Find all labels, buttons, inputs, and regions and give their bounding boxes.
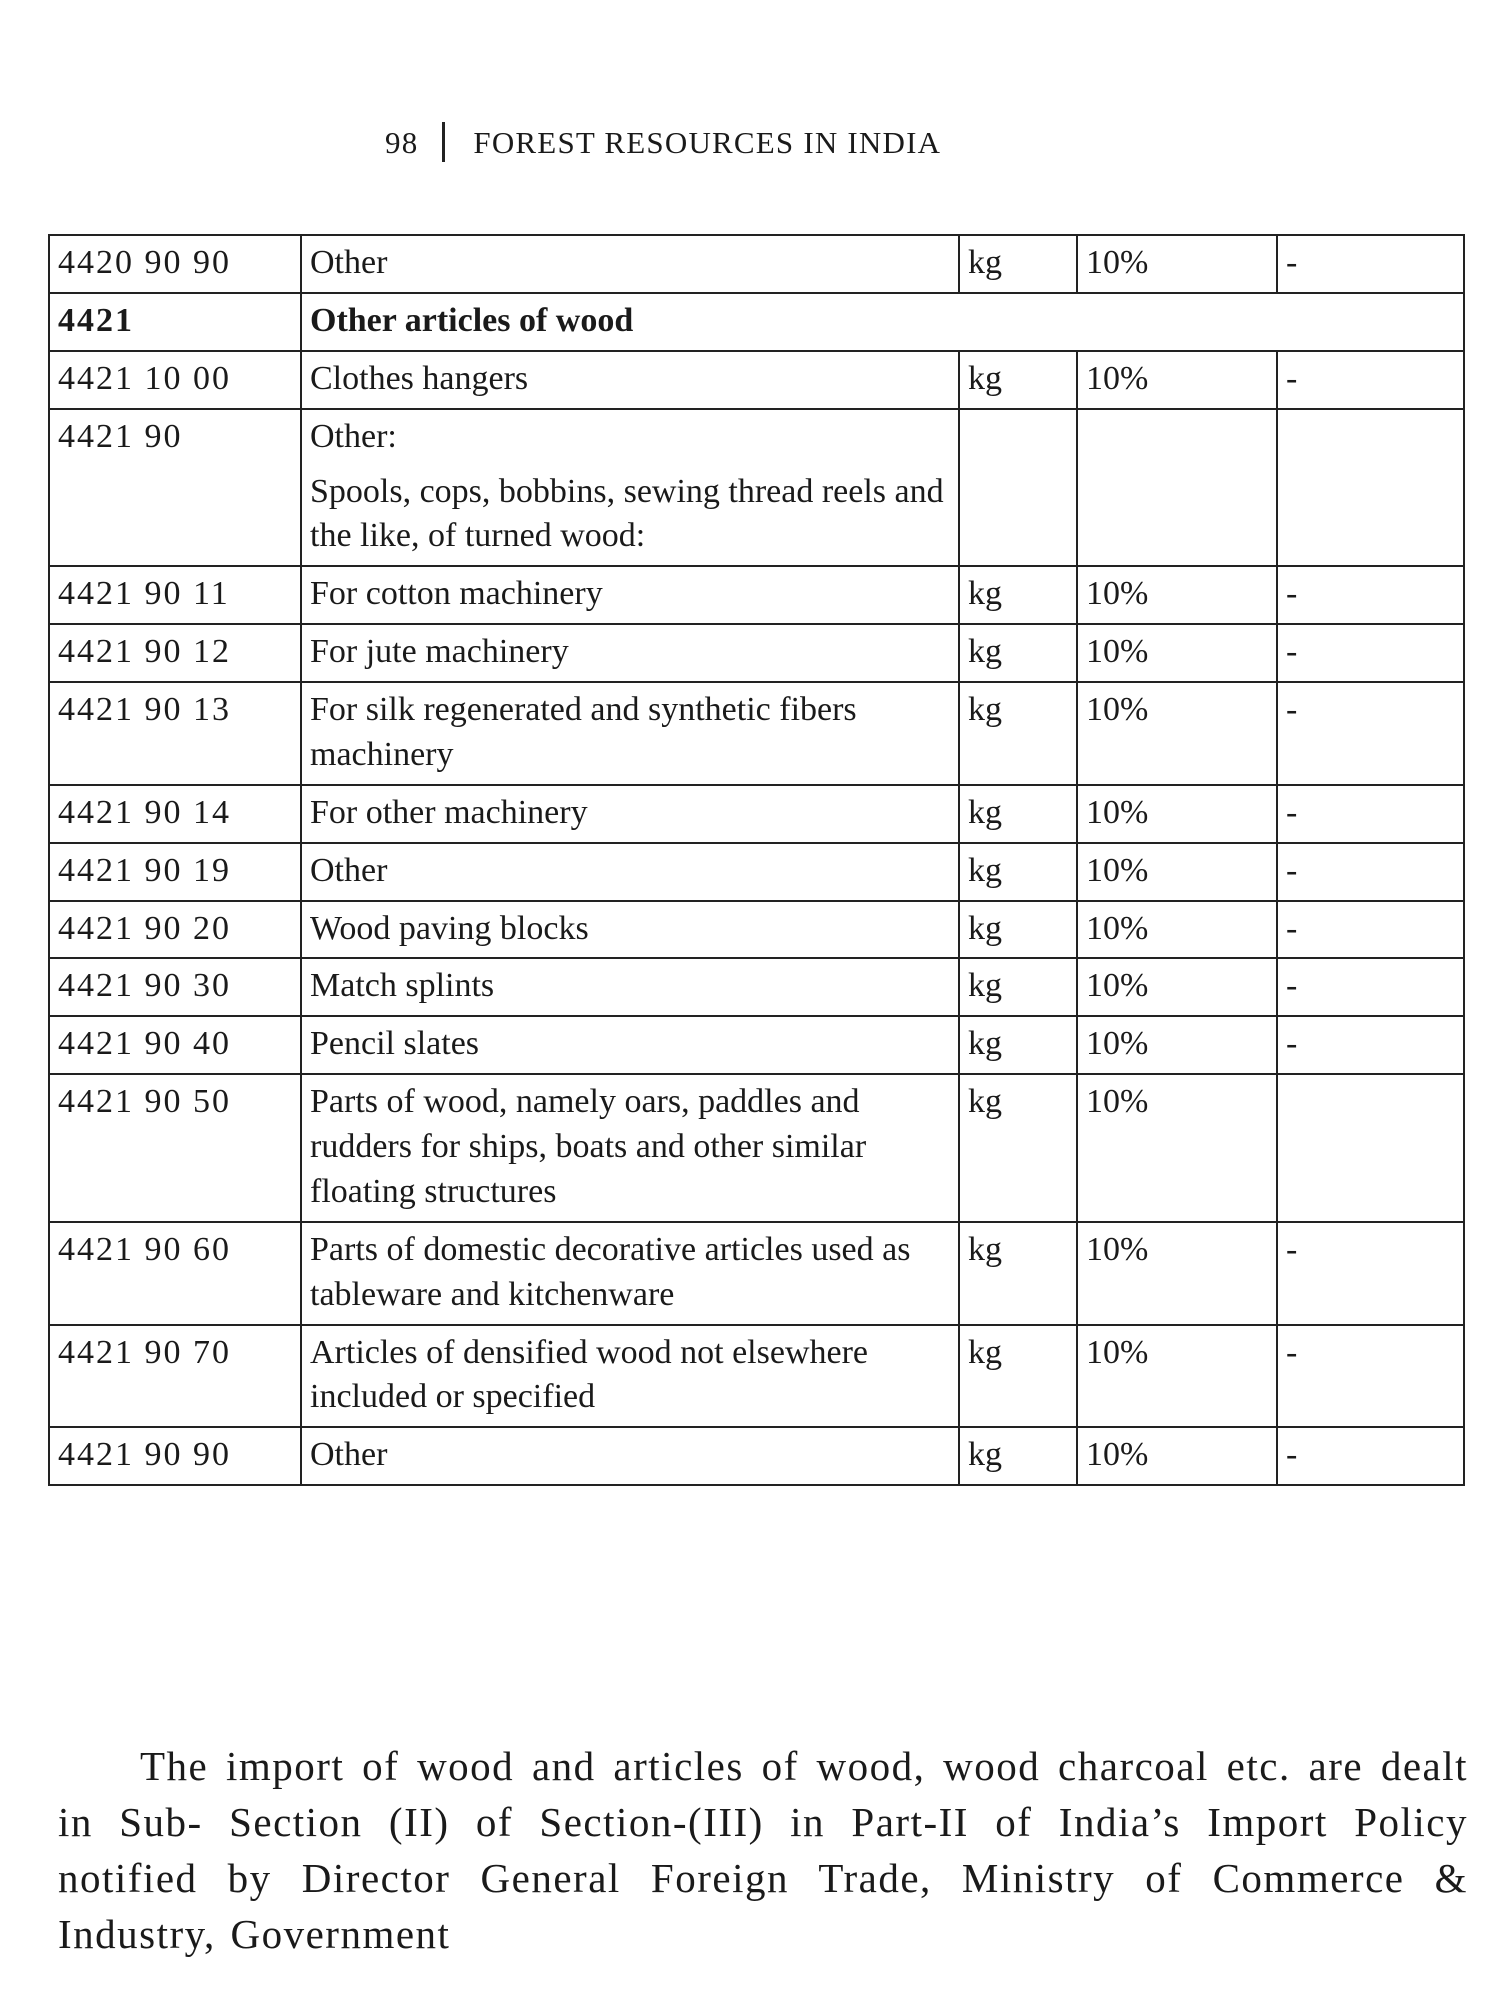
hs-code-cell: 4421 90 60 [49,1222,301,1325]
description-line: For cotton machinery [310,575,603,613]
table-row [49,566,1464,624]
unit-cell: kg [959,958,1077,1016]
description-line: Clothes hangers [310,359,529,397]
duty-rate-cell: 10% [1077,682,1277,785]
unit-cell: kg [959,1222,1077,1325]
hs-code-cell: 4421 90 11 [49,566,301,624]
unit-cell: kg [959,843,1077,901]
description-cell [301,1427,959,1485]
hs-code-cell: 4421 90 40 [49,1016,301,1074]
table-row [49,843,1464,901]
hs-code-cell: 4421 90 12 [49,624,301,682]
duty-rate-cell: 10% [1077,843,1277,901]
description-line: Parts of domestic decorative articles used as tableware and kitchenware [310,1230,911,1313]
description-line: Wood paving blocks [310,909,589,947]
duty-rate-cell: 10% [1077,1325,1277,1428]
unit-cell: kg [959,1074,1077,1222]
table-row [49,958,1464,1016]
policy-cell: - [1277,843,1464,901]
unit-cell: kg [959,566,1077,624]
hs-code-cell: 4421 90 19 [49,843,301,901]
description-line: Parts of wood, namely oars, paddles and rudders for ships, boats and other similar floating structures [310,1083,867,1210]
description-line: Other: [310,417,397,455]
book-title: FOREST RESOURCES IN INDIA [473,125,942,160]
body-paragraph [58,1738,1468,1962]
description-line: For silk regenerated and synthetic fibers machinery [310,691,857,773]
table-row [49,235,1464,293]
description-cell [301,351,959,409]
policy-cell: - [1277,566,1464,624]
description-cell [301,624,959,682]
policy-cell: - [1277,235,1464,293]
unit-cell: kg [959,351,1077,409]
hs-code-cell: 4421 90 14 [49,785,301,843]
unit-cell: kg [959,1427,1077,1485]
policy-cell: - [1277,958,1464,1016]
policy-cell: - [1277,1325,1464,1428]
hs-code-cell: 4421 90 [49,409,301,567]
table-row [49,1222,1464,1325]
description-line: Match splints [310,967,495,1005]
hs-code-cell: 4421 90 30 [49,958,301,1016]
table-row [49,1427,1464,1485]
duty-rate-cell: 10% [1077,785,1277,843]
policy-cell: - [1277,351,1464,409]
unit-cell: kg [959,624,1077,682]
unit-cell [959,409,1077,567]
description-line: Other [310,851,388,889]
description-line: Other [310,244,388,281]
description-line: Articles of densified wood not elsewhere [310,1333,868,1371]
unit-cell: kg [959,1325,1077,1428]
hs-code-cell: 4421 90 90 [49,1427,301,1485]
description-line: For jute machinery [310,633,569,671]
table-row [49,785,1464,843]
table-row [49,1074,1464,1222]
duty-rate-cell [1077,409,1277,567]
duty-rate-cell: 10% [1077,351,1277,409]
description-line: For other machinery [310,793,588,831]
hs-code-cell: 4421 10 00 [49,351,301,409]
policy-cell: - [1277,785,1464,843]
unit-cell: kg [959,682,1077,785]
tariff-table [48,234,1465,1486]
tariff-table-body [49,235,1464,1485]
policy-cell: - [1277,682,1464,785]
description-line: Other articles of wood [310,301,634,339]
policy-cell: - [1277,1427,1464,1485]
policy-cell: - [1277,1222,1464,1325]
table-row [49,409,1464,567]
page-header [385,122,941,162]
duty-rate-cell: 10% [1077,1222,1277,1325]
description-cell [301,1074,959,1222]
duty-rate-cell: 10% [1077,235,1277,293]
header-divider [442,122,445,162]
description-cell [301,409,959,567]
table-row [49,1016,1464,1074]
description-cell [301,235,959,293]
hs-code-cell: 4421 90 13 [49,682,301,785]
policy-cell: - [1277,624,1464,682]
table-row [49,293,1464,351]
table-row [49,624,1464,682]
description-cell [301,785,959,843]
description-cell [301,958,959,1016]
description-cell [301,1325,959,1428]
policy-cell: - [1277,1016,1464,1074]
table-row [49,351,1464,409]
hs-code-cell: 4420 90 90 [49,235,301,293]
paragraph-text: The import of wood and articles of wood, wood charcoal etc. are dealt in Sub- Section (II) of Section-(III) in Part-II of India’s Import Policy notified by Director General Foreign Trade, Ministry of Commerce & Industry, Government [58,1743,1468,1957]
unit-cell: kg [959,1016,1077,1074]
unit-cell: kg [959,901,1077,959]
hs-code-cell: 4421 [49,293,301,351]
description-cell [301,1016,959,1074]
duty-rate-cell: 10% [1077,624,1277,682]
table-row [49,901,1464,959]
hs-code-cell: 4421 90 50 [49,1074,301,1222]
description-cell [301,682,959,785]
table-row [49,1325,1464,1428]
policy-cell [1277,409,1464,567]
description-line: Other [310,1436,388,1474]
description-cell [301,843,959,901]
hs-code-cell: 4421 90 20 [49,901,301,959]
description-cell [301,566,959,624]
description-line: Spools, cops, bobbins, sewing thread reels and the like, of turned wood: [310,472,944,555]
duty-rate-cell: 10% [1077,1074,1277,1222]
policy-cell [1277,1074,1464,1222]
page-number: 98 [385,125,419,160]
unit-cell: kg [959,235,1077,293]
duty-rate-cell: 10% [1077,901,1277,959]
table-row [49,682,1464,785]
duty-rate-cell: 10% [1077,958,1277,1016]
duty-rate-cell: 10% [1077,566,1277,624]
description-line: Pencil slates [310,1025,480,1063]
hs-code-cell: 4421 90 70 [49,1325,301,1428]
unit-cell: kg [959,785,1077,843]
policy-cell: - [1277,901,1464,959]
description-cell [301,1222,959,1325]
description-line: included or specified [310,1378,596,1416]
duty-rate-cell: 10% [1077,1016,1277,1074]
duty-rate-cell: 10% [1077,1427,1277,1485]
description-cell [301,901,959,959]
description-cell [301,293,1464,351]
